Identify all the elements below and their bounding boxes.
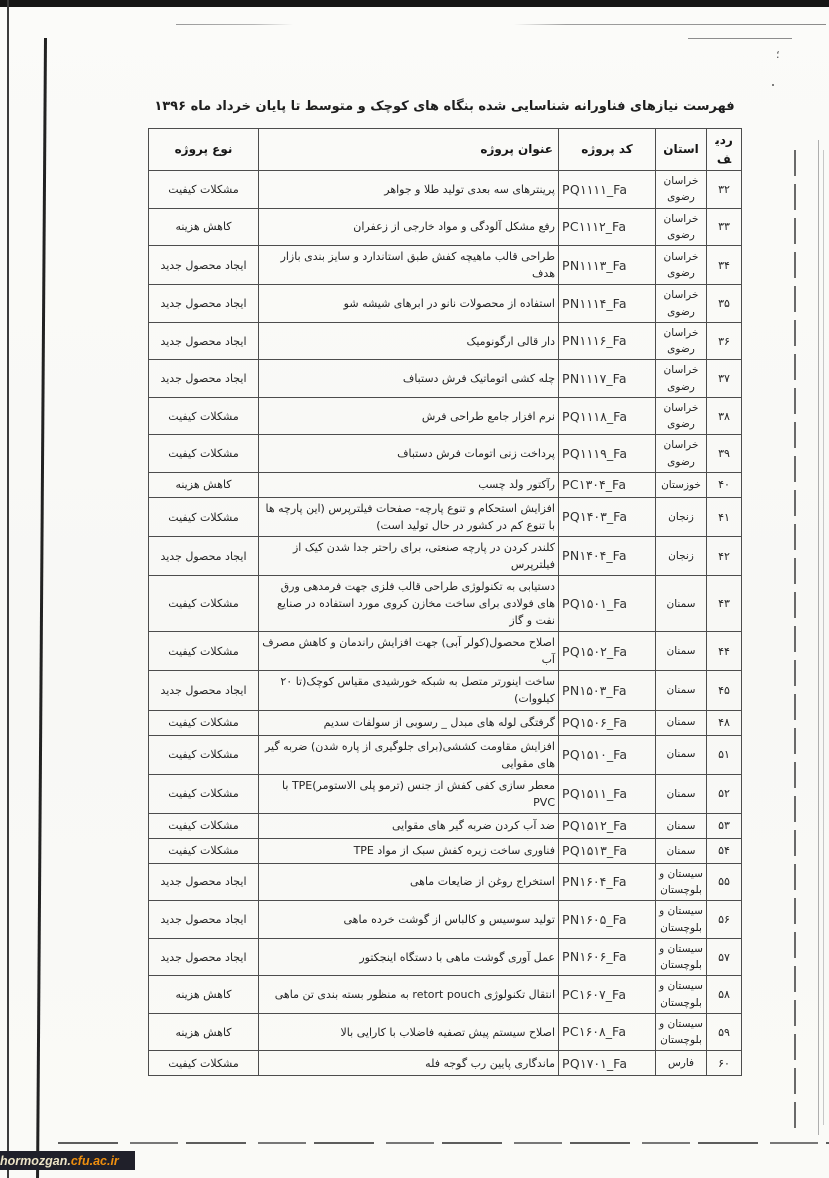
scan-artifact-dashed-vertical-line: [794, 150, 796, 1135]
cell-type: ایجاد محصول جدید: [149, 322, 259, 360]
cell-title: اصلاح سیستم پیش تصفیه فاضلاب با کارایی بالا: [259, 1013, 559, 1051]
cell-code: PQ۱۵۰۶_Fa: [559, 710, 656, 735]
cell-type: ایجاد محصول جدید: [149, 671, 259, 710]
table-row: [149, 360, 742, 398]
cell-rowno: ۴۳: [707, 576, 742, 632]
cell-rowno: ۳۹: [707, 435, 742, 473]
cell-type: ایجاد محصول جدید: [149, 285, 259, 323]
cell-rowno: ۵۴: [707, 838, 742, 863]
column-header-3: عنوان پروژه: [259, 129, 559, 171]
cell-code: PN۱۶۰۵_Fa: [559, 901, 656, 939]
cell-code: PN۱۶۰۴_Fa: [559, 863, 656, 901]
cell-province: خراسان رضوی: [656, 397, 707, 435]
cell-title: طراحی قالب ماهیچه کفش طبق استاندارد و سایز بندی بازار هدف: [259, 246, 559, 285]
cell-code: PN۱۶۰۶_Fa: [559, 938, 656, 976]
scan-left-edge-line: [7, 0, 9, 1178]
cell-province: سمنان: [656, 813, 707, 838]
table-row: [149, 397, 742, 435]
cell-province: سیستان و بلوچستان: [656, 863, 707, 901]
table-body: [149, 171, 742, 1076]
cell-title: افزایش مقاومت کششی(برای جلوگیری از پاره شدن) ضربه گیر های مقوایی: [259, 735, 559, 774]
cell-rowno: ۳۷: [707, 360, 742, 398]
cell-title: رفع مشکل آلودگی و مواد خارجی از زعفران: [259, 208, 559, 246]
table-row: [149, 246, 742, 285]
cell-title: انتقال تکنولوژی retort pouch به منظور بسته بندی تن ماهی: [259, 976, 559, 1014]
scan-right-edge-line-2: [823, 150, 824, 1125]
cell-type: مشکلات کیفیت: [149, 838, 259, 863]
scan-artifact-line-top-right: [688, 38, 792, 39]
cell-code: PQ۱۵۱۳_Fa: [559, 838, 656, 863]
column-header-4: نوع پروژه: [149, 129, 259, 171]
cell-province: فارس: [656, 1051, 707, 1076]
cell-rowno: ۵۸: [707, 976, 742, 1014]
cell-province: خراسان رضوی: [656, 435, 707, 473]
cell-province: سمنان: [656, 735, 707, 774]
table-header-row: [149, 129, 742, 171]
watermark-site-domain: cfu.ac.ir: [70, 1153, 119, 1168]
cell-rowno: ۵۳: [707, 813, 742, 838]
cell-type: ایجاد محصول جدید: [149, 938, 259, 976]
table-row: [149, 671, 742, 710]
table-row: [149, 863, 742, 901]
cell-type: مشکلات کیفیت: [149, 632, 259, 671]
table-row: [149, 632, 742, 671]
column-header-2: کد پروژه: [559, 129, 656, 171]
cell-type: ایجاد محصول جدید: [149, 360, 259, 398]
cell-province: خراسان رضوی: [656, 208, 707, 246]
scan-artifact-line-top: [176, 24, 826, 25]
cell-title: افزایش استحکام و تنوع پارچه- صفحات فیلترپرس (این پارچه ها با تنوع کم در کشور در حال تولید است): [259, 498, 559, 537]
table-row: [149, 838, 742, 863]
cell-rowno: ۵۹: [707, 1013, 742, 1051]
cell-code: PQ۱۵۱۰_Fa: [559, 735, 656, 774]
scan-artifact-dashed-bottom-line: [58, 1142, 829, 1144]
cell-title: عمل آوری گوشت ماهی با دستگاه اینجکتور: [259, 938, 559, 976]
cell-code: PQ۱۱۱۸_Fa: [559, 397, 656, 435]
cell-type: مشکلات کیفیت: [149, 435, 259, 473]
cell-code: PC۱۱۱۲_Fa: [559, 208, 656, 246]
table-row: [149, 774, 742, 813]
cell-title: کلندر کردن در پارچه صنعتی، برای راحتر جدا شدن کیک از فیلترپرس: [259, 537, 559, 576]
table-container: [148, 128, 741, 1076]
table-row: [149, 976, 742, 1014]
table-row: [149, 473, 742, 498]
cell-code: PQ۱۵۱۱_Fa: [559, 774, 656, 813]
table-row: [149, 171, 742, 209]
cell-province: سیستان و بلوچستان: [656, 1013, 707, 1051]
cell-province: سمنان: [656, 576, 707, 632]
cell-code: PC۱۶۰۸_Fa: [559, 1013, 656, 1051]
cell-rowno: ۴۸: [707, 710, 742, 735]
cell-type: کاهش هزینه: [149, 473, 259, 498]
cell-title: استخراج روغن از ضایعات ماهی: [259, 863, 559, 901]
cell-rowno: ۳۴: [707, 246, 742, 285]
cell-rowno: ۴۰: [707, 473, 742, 498]
table-row: [149, 576, 742, 632]
cell-type: کاهش هزینه: [149, 976, 259, 1014]
cell-province: خراسان رضوی: [656, 246, 707, 285]
cell-type: مشکلات کیفیت: [149, 498, 259, 537]
cell-rowno: ۴۵: [707, 671, 742, 710]
cell-province: زنجان: [656, 498, 707, 537]
cell-type: مشکلات کیفیت: [149, 171, 259, 209]
column-header-1: استان: [656, 129, 707, 171]
table-row: [149, 1051, 742, 1076]
cell-type: مشکلات کیفیت: [149, 397, 259, 435]
cell-title: رآکتور ولد چسب: [259, 473, 559, 498]
cell-title: پرینترهای سه بعدی تولید طلا و جواهر: [259, 171, 559, 209]
cell-rowno: ۵۲: [707, 774, 742, 813]
table-row: [149, 813, 742, 838]
cell-code: PN۱۴۰۴_Fa: [559, 537, 656, 576]
page-margin-line: [36, 38, 47, 1178]
cell-type: ایجاد محصول جدید: [149, 537, 259, 576]
cell-title: چله کشی اتوماتیک فرش دستباف: [259, 360, 559, 398]
cell-province: سیستان و بلوچستان: [656, 901, 707, 939]
cell-type: کاهش هزینه: [149, 208, 259, 246]
cell-title: نرم افزار جامع طراحی فرش: [259, 397, 559, 435]
cell-code: PN۱۵۰۳_Fa: [559, 671, 656, 710]
cell-rowno: ۳۸: [707, 397, 742, 435]
cell-province: خوزستان: [656, 473, 707, 498]
scan-top-edge-bar: [0, 0, 829, 7]
projects-table: [148, 128, 742, 1076]
cell-title: تولید سوسیس و کالباس از گوشت خرده ماهی: [259, 901, 559, 939]
table-row: [149, 735, 742, 774]
table-row: [149, 901, 742, 939]
cell-title: اصلاح محصول(کولر آبی) جهت افزایش راندمان و کاهش مصرف آب: [259, 632, 559, 671]
cell-type: مشکلات کیفیت: [149, 735, 259, 774]
cell-rowno: ۴۱: [707, 498, 742, 537]
cell-rowno: ۳۵: [707, 285, 742, 323]
cell-type: مشکلات کیفیت: [149, 1051, 259, 1076]
scan-right-edge-line-1: [818, 140, 819, 1135]
cell-type: مشکلات کیفیت: [149, 576, 259, 632]
page-title: فهرست نیازهای فناورانه شناسایی شده بنگاه های کوچک و متوسط تا پایان خرداد ماه ۱۳۹۶: [154, 99, 735, 114]
cell-province: خراسان رضوی: [656, 322, 707, 360]
table-row: [149, 710, 742, 735]
cell-title: دار قالی ارگونومیک: [259, 322, 559, 360]
cell-code: PQ۱۷۰۱_Fa: [559, 1051, 656, 1076]
cell-title: استفاده از محصولات نانو در ابرهای شیشه شو: [259, 285, 559, 323]
cell-title: ساخت اینورتر متصل به شبکه خورشیدی مقیاس کوچک(تا ۲۰ کیلووات): [259, 671, 559, 710]
cell-rowno: ۵۵: [707, 863, 742, 901]
cell-rowno: ۴۴: [707, 632, 742, 671]
cell-province: خراسان رضوی: [656, 171, 707, 209]
table-row: [149, 435, 742, 473]
cell-province: سیستان و بلوچستان: [656, 976, 707, 1014]
stray-ink-dot: [772, 84, 774, 86]
cell-province: خراسان رضوی: [656, 360, 707, 398]
cell-title: پرداخت زنی اتومات فرش دستباف: [259, 435, 559, 473]
cell-province: سمنان: [656, 671, 707, 710]
cell-rowno: ۵۶: [707, 901, 742, 939]
cell-code: PN۱۱۱۶_Fa: [559, 322, 656, 360]
cell-type: ایجاد محصول جدید: [149, 901, 259, 939]
cell-type: مشکلات کیفیت: [149, 774, 259, 813]
cell-code: PN۱۱۱۷_Fa: [559, 360, 656, 398]
cell-code: PN۱۱۱۳_Fa: [559, 246, 656, 285]
cell-title: دستیابی به تکنولوژی طراحی قالب فلزی جهت فرمدهی ورق های فولادی برای ساخت مخازن کروی مورد استفاده در صنایع نفت و گاز: [259, 576, 559, 632]
column-header-0: ردیف: [707, 129, 742, 171]
cell-province: زنجان: [656, 537, 707, 576]
cell-title: فناوری ساخت زیره کفش سبک از مواد TPE: [259, 838, 559, 863]
cell-type: مشکلات کیفیت: [149, 710, 259, 735]
cell-rowno: ۳۳: [707, 208, 742, 246]
cell-province: خراسان رضوی: [656, 285, 707, 323]
cell-province: سمنان: [656, 838, 707, 863]
stray-ink-mark: ؛: [776, 48, 780, 61]
cell-type: مشکلات کیفیت: [149, 813, 259, 838]
cell-title: گرفتگی لوله های مبدل _ رسوبی از سولفات سدیم: [259, 710, 559, 735]
cell-code: PQ۱۴۰۳_Fa: [559, 498, 656, 537]
cell-code: PQ۱۵۰۲_Fa: [559, 632, 656, 671]
cell-code: PC۱۶۰۷_Fa: [559, 976, 656, 1014]
table-row: [149, 1013, 742, 1051]
cell-code: PQ۱۱۱۹_Fa: [559, 435, 656, 473]
cell-province: سمنان: [656, 774, 707, 813]
cell-code: PQ۱۵۱۲_Fa: [559, 813, 656, 838]
cell-type: ایجاد محصول جدید: [149, 863, 259, 901]
cell-rowno: ۳۲: [707, 171, 742, 209]
cell-code: PC۱۳۰۴_Fa: [559, 473, 656, 498]
table-row: [149, 322, 742, 360]
table-row: [149, 208, 742, 246]
cell-type: ایجاد محصول جدید: [149, 246, 259, 285]
watermark-site-name: hormozgan.: [0, 1153, 71, 1168]
watermark: [0, 1151, 135, 1170]
table-row: [149, 498, 742, 537]
cell-rowno: ۵۷: [707, 938, 742, 976]
cell-province: سمنان: [656, 710, 707, 735]
table-row: [149, 537, 742, 576]
cell-code: PQ۱۱۱۱_Fa: [559, 171, 656, 209]
cell-rowno: ۶۰: [707, 1051, 742, 1076]
cell-rowno: ۴۲: [707, 537, 742, 576]
cell-code: PN۱۱۱۴_Fa: [559, 285, 656, 323]
cell-province: سمنان: [656, 632, 707, 671]
cell-title: ماندگاری پایین رب گوجه فله: [259, 1051, 559, 1076]
cell-province: سیستان و بلوچستان: [656, 938, 707, 976]
table-row: [149, 285, 742, 323]
cell-rowno: ۳۶: [707, 322, 742, 360]
cell-code: PQ۱۵۰۱_Fa: [559, 576, 656, 632]
table-row: [149, 938, 742, 976]
cell-title: ضد آب کردن ضربه گیر های مقوایی: [259, 813, 559, 838]
cell-type: کاهش هزینه: [149, 1013, 259, 1051]
cell-rowno: ۵۱: [707, 735, 742, 774]
cell-title: معطر سازی کفی کفش از جنس (ترمو پلی الاستومر)TPE با PVC: [259, 774, 559, 813]
